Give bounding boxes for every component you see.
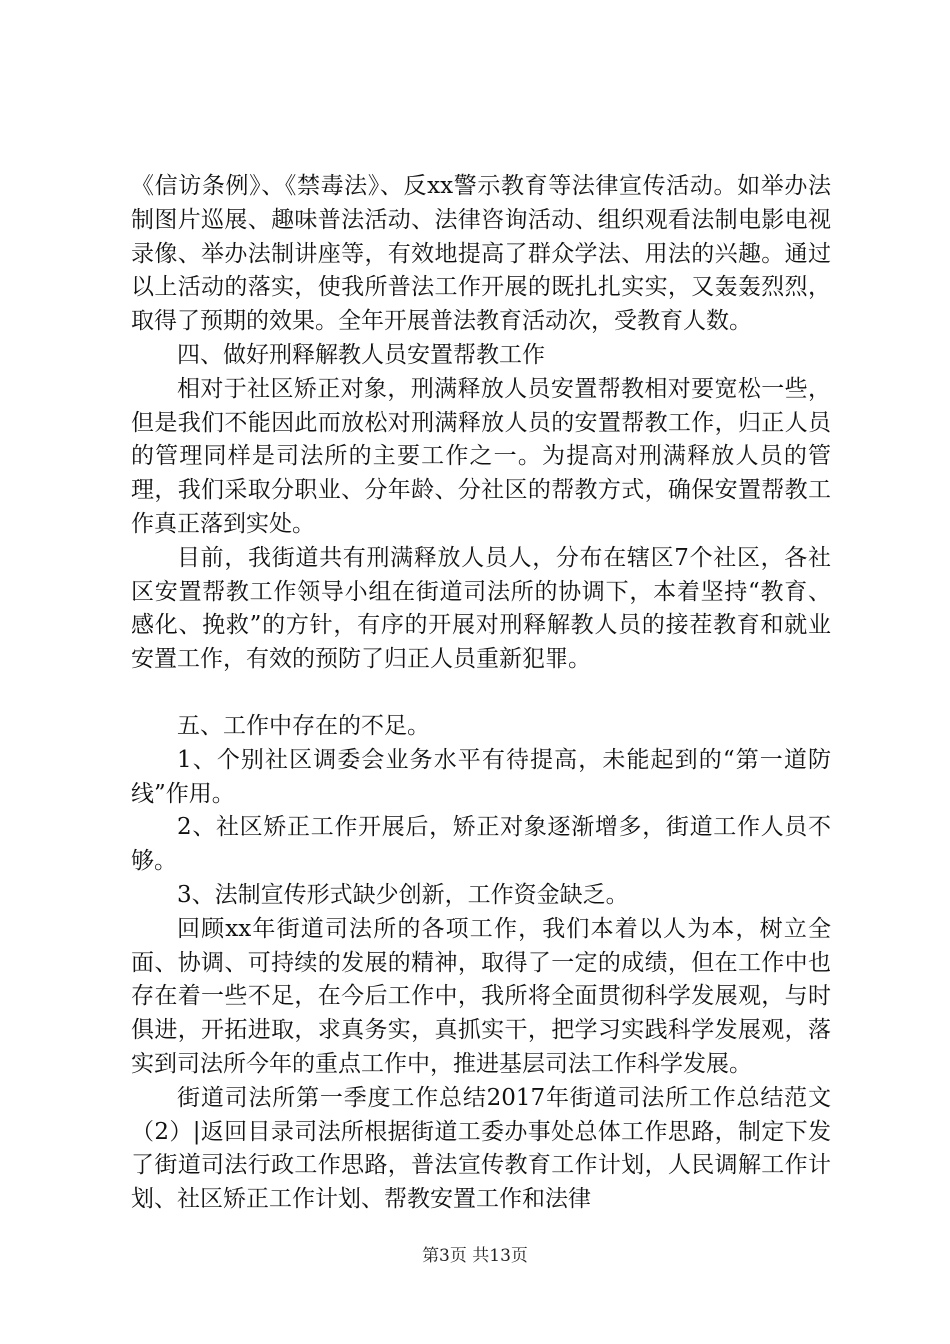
list-item-shortcoming-1: 1、个别社区调委会业务水平有待提高，未能起到的“第一道防线”作用。 <box>131 746 831 807</box>
paragraph-next-article: 街道司法所第一季度工作总结2017年街道司法所工作总结范文（2）|返回目录司法所根据街道工委办事处总体工作思路，制定下发了街道司法行政工作思路，普法宣传教育工作计划，人民调解工作计划、社区矫正工作计划、帮教安置工作和法律 <box>131 1084 831 1213</box>
section-heading-resettlement: 四、做好刑释解教人员安置帮教工作 <box>177 341 545 368</box>
paragraph-resettlement: 相对于社区矫正对象，刑满释放人员安置帮教相对要宽松一些，但是我们不能因此而放松对刑满释放人员的安置帮教工作，归正人员的管理同样是司法所的主要工作之一。为提高对刑满释放人员的管理，我们采取分职业、分年龄、分社区的帮教方式，确保安置帮教工作真正落到实处。 <box>131 375 831 537</box>
page-number: 第3页 共13页 <box>422 1246 528 1266</box>
document-body <box>131 170 831 1217</box>
section-heading-shortcomings: 五、工作中存在的不足。 <box>177 712 430 739</box>
list-item-shortcoming-2: 2、社区矫正工作开展后，矫正对象逐渐增多，街道工作人员不够。 <box>131 814 831 875</box>
paragraph-review: 回顾xx年街道司法所的各项工作，我们本着以人为本，树立全面、协调、可持续的发展的精神，取得了一定的成绩，但在工作中也存在着一些不足，在今后工作中，我所将全面贯彻科学发展观，与时俱进，开拓进取，求真务实，真抓实干，把学习实践科学发展观，落实到司法所今年的重点工作中，推进基层司法工作科学发展。 <box>131 915 831 1077</box>
paragraph-law-promotion: 《信访条例》、《禁毒法》、反xx警示教育等法律宣传活动。如举办法制图片巡展、趣味普法活动、法律咨询活动、组织观看法制电影电视录像、举办法制讲座等，有效地提高了群众学法、用法的兴趣。通过以上活动的落实，使我所普法工作开展的既扎扎实实，又轰轰烈烈，取得了预期的效果。全年开展普法教育活动次，受教育人数。 <box>131 173 831 335</box>
list-item-shortcoming-3: 3、法制宣传形式缺少创新，工作资金缺乏。 <box>177 881 629 908</box>
paragraph-current-status: 目前，我街道共有刑满释放人员人，分布在辖区7个社区，各社区安置帮教工作领导小组在街道司法所的协调下，本着坚持“教育、感化、挽救”的方针，有序的开展对刑释解教人员的接茬教育和就业安置工作，有效的预防了归正人员重新犯罪。 <box>131 544 831 673</box>
